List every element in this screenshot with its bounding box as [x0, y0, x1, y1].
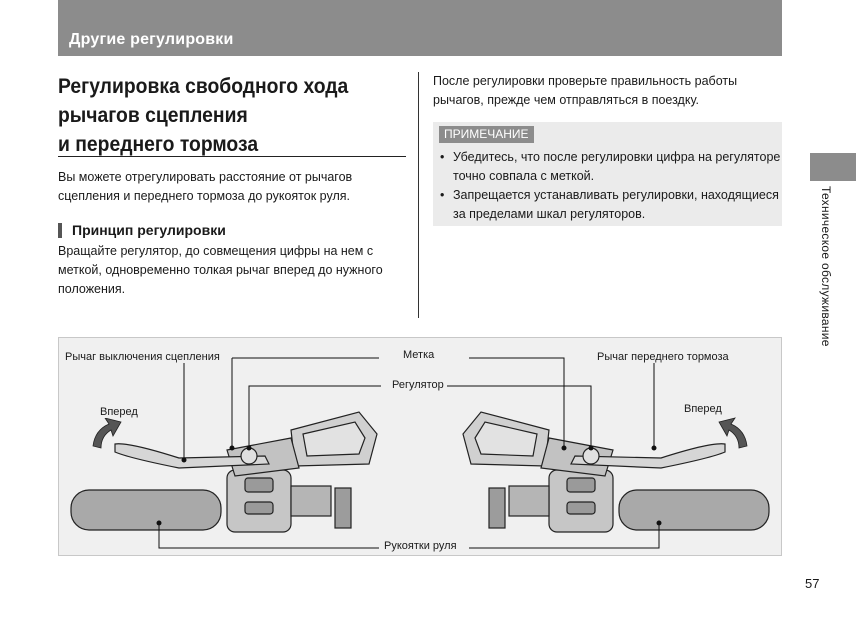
right-bar-clamp	[509, 486, 549, 516]
note-item: • Убедитесь, что после регулировки цифра на регуляторе точно совпала с меткой.	[437, 148, 782, 186]
page-title-line-2: рычагов сцепления	[58, 104, 248, 127]
chapter-tab	[810, 153, 856, 181]
label-handlebar-grips: Рукоятки руля	[381, 540, 460, 552]
label-forward-left: Вперед	[97, 406, 141, 418]
label-adjuster: Регулятор	[389, 379, 447, 391]
right-grip	[619, 490, 769, 530]
page-title-line-1: Регулировка свободного хода	[58, 75, 349, 98]
handlebar-diagram	[58, 337, 782, 556]
heading-marker	[58, 223, 62, 238]
page-title-line-3: и переднего тормоза	[58, 133, 259, 156]
principle-heading	[58, 222, 226, 238]
principle-paragraph: Вращайте регулятор, до совмещения цифры на нем с меткой, одновременно толкая рычаг вперед до нужного положения.	[58, 244, 383, 296]
section-title: Другие регулировки	[69, 31, 234, 48]
left-grip	[71, 490, 221, 530]
column-divider	[418, 72, 419, 318]
intro-paragraph: Вы можете отрегулировать расстояние от рычагов сцепления и переднего тормоза до рукояток руля.	[58, 170, 353, 203]
note-label: ПРИМЕЧАНИЕ	[439, 126, 534, 143]
note-item: • Запрещается устанавливать регулировки, находящиеся за пределами шкал регуляторов.	[437, 186, 782, 224]
left-assembly	[71, 412, 377, 532]
label-front-brake-lever: Рычаг переднего тормоза	[594, 351, 732, 363]
page-number: 57	[805, 576, 820, 591]
section-header-bar	[58, 0, 782, 56]
handlebar-illustration	[59, 338, 781, 555]
page-title	[58, 72, 380, 159]
after-adjustment-paragraph: После регулировки проверьте правильность работы рычагов, прежде чем отправляться в поездку.	[433, 74, 738, 107]
chapter-tab-label: Техническое обслуживание	[819, 186, 833, 347]
note-box	[433, 122, 782, 226]
right-assembly	[463, 412, 769, 532]
label-mark: Метка	[400, 349, 437, 361]
left-bar-clamp	[291, 486, 331, 516]
label-forward-right: Вперед	[681, 403, 725, 415]
principle-heading-text: Принцип регулировки	[72, 222, 226, 238]
title-divider	[58, 156, 406, 157]
label-clutch-lever: Рычаг выключения сцепления	[62, 351, 223, 363]
note-list	[437, 148, 782, 224]
